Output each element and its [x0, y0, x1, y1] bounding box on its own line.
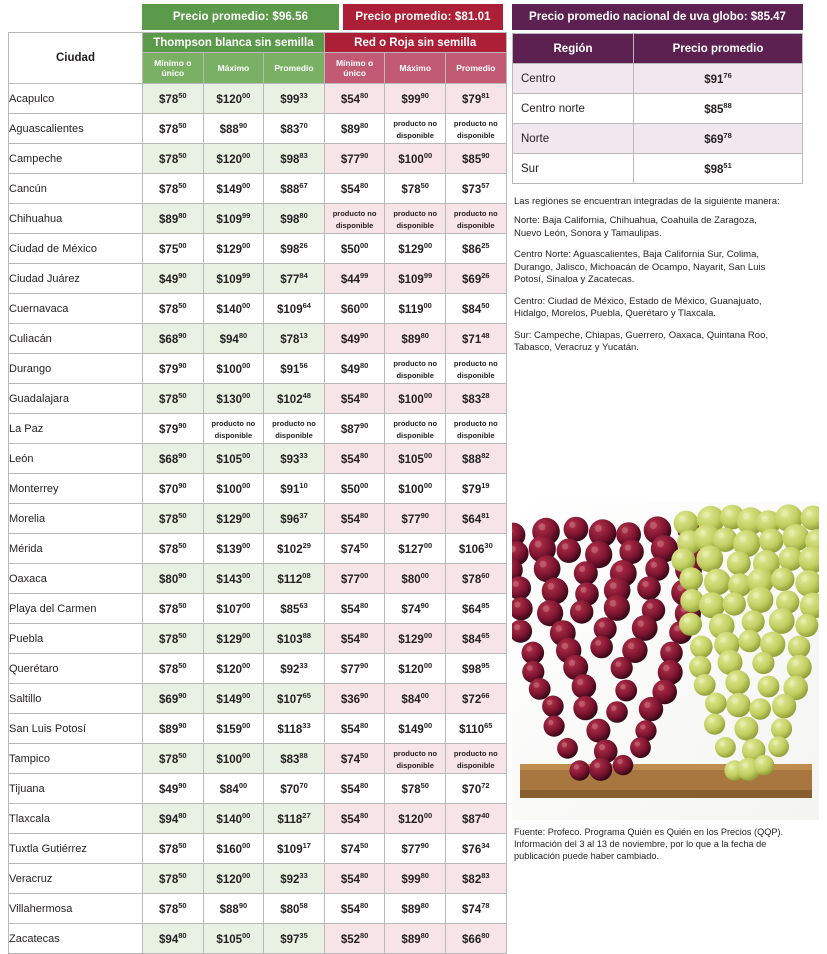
thompson-avg-cell: $\$83^{70}$	[264, 114, 325, 144]
subheader-thompson-avg: Promedio	[264, 53, 325, 84]
region-average-price: $\$85^{88}$	[634, 94, 803, 124]
city-name: Zacatecas	[9, 924, 143, 954]
red-avg-cell: $\$69^{26}$	[445, 264, 506, 294]
city-name: Tlaxcala	[9, 804, 143, 834]
thompson-min-cell: $\$78^{50}$	[143, 84, 204, 114]
thompson-avg-cell: $\$109^{17}$	[264, 834, 325, 864]
thompson-avg-cell: $\$98^{83}$	[264, 144, 325, 174]
thompson-avg-cell: $\$118^{33}$	[264, 714, 325, 744]
thompson-max-cell: $\$129^{00}$	[203, 234, 264, 264]
red-min-cell: $\$52^{80}$	[324, 924, 385, 954]
thompson-max-cell: $\$143^{00}$	[203, 564, 264, 594]
group-header-red: Red o Roja sin semilla	[324, 33, 506, 53]
table-row	[9, 294, 507, 324]
table-row	[9, 924, 507, 954]
thompson-max-cell: $\$84^{00}$	[203, 774, 264, 804]
region-row	[513, 124, 803, 154]
red-min-cell: $\$50^{00}$	[324, 474, 385, 504]
region-table-body	[513, 64, 803, 184]
thompson-min-cell: $\$49^{90}$	[143, 264, 204, 294]
red-avg-cell: $\$71^{48}$	[445, 324, 506, 354]
table-row	[9, 864, 507, 894]
city-name: Tijuana	[9, 774, 143, 804]
red-avg-cell: $\$78^{60}$	[445, 564, 506, 594]
city-name: Morelia	[9, 504, 143, 534]
red-max-cell: $\$120^{00}$	[385, 654, 446, 684]
region-name: Centro norte	[513, 94, 634, 124]
thompson-min-cell: $\$78^{50}$	[143, 744, 204, 774]
thompson-min-cell: $\$75^{00}$	[143, 234, 204, 264]
red-max-cell: producto no disponible	[385, 114, 446, 144]
city-name: Villahermosa	[9, 894, 143, 924]
red-min-cell: $\$54^{80}$	[324, 84, 385, 114]
thompson-max-cell: $\$100^{00}$	[203, 354, 264, 384]
red-avg-cell: $\$73^{57}$	[445, 174, 506, 204]
subheader-thompson-max: Máximo	[203, 53, 264, 84]
red-avg-cell: $\$76^{34}$	[445, 834, 506, 864]
red-max-cell: $\$119^{00}$	[385, 294, 446, 324]
table-head	[9, 33, 507, 84]
thompson-min-cell: $\$80^{90}$	[143, 564, 204, 594]
table-row	[9, 684, 507, 714]
thompson-max-cell: $\$94^{80}$	[203, 324, 264, 354]
thompson-min-cell: $\$78^{50}$	[143, 294, 204, 324]
region-panel	[512, 4, 819, 861]
thompson-min-cell: $\$78^{50}$	[143, 864, 204, 894]
red-max-cell: $\$129^{00}$	[385, 234, 446, 264]
city-name: Mérida	[9, 534, 143, 564]
red-max-cell: $\$89^{80}$	[385, 924, 446, 954]
thompson-min-cell: $\$78^{50}$	[143, 624, 204, 654]
table-row	[9, 894, 507, 924]
red-avg-cell: $\$82^{83}$	[445, 864, 506, 894]
red-avg-cell: $\$74^{78}$	[445, 894, 506, 924]
city-name: Aguascalientes	[9, 114, 143, 144]
thompson-avg-cell: $\$77^{84}$	[264, 264, 325, 294]
thompson-max-cell: $\$149^{00}$	[203, 684, 264, 714]
thompson-avg-cell: producto no disponible	[264, 414, 325, 444]
thompson-min-cell: $\$78^{50}$	[143, 534, 204, 564]
city-name: San Luis Potosí	[9, 714, 143, 744]
region-average-price: $\$98^{51}$	[634, 154, 803, 184]
red-min-cell: $\$54^{80}$	[324, 714, 385, 744]
table-row	[9, 384, 507, 414]
thompson-min-cell: $\$78^{50}$	[143, 144, 204, 174]
city-price-table	[8, 32, 507, 954]
thompson-avg-cell: $\$91^{56}$	[264, 354, 325, 384]
thompson-min-cell: $\$78^{50}$	[143, 174, 204, 204]
red-avg-cell: $\$79^{19}$	[445, 474, 506, 504]
region-row	[513, 64, 803, 94]
red-min-cell: $\$89^{80}$	[324, 114, 385, 144]
city-name: Cuernavaca	[9, 294, 143, 324]
city-name: Playa del Carmen	[9, 594, 143, 624]
thompson-avg-cell: $\$85^{63}$	[264, 594, 325, 624]
red-min-cell: $\$54^{80}$	[324, 594, 385, 624]
region-note-sur: Sur: Campeche, Chiapas, Guerrero, Oaxaca, Quintana Roo, Tabasco, Veracruz y Yucatán.	[514, 329, 768, 353]
thompson-min-cell: $\$79^{90}$	[143, 414, 204, 444]
red-min-cell: $\$49^{80}$	[324, 354, 385, 384]
city-name: Monterrey	[9, 474, 143, 504]
red-avg-cell: producto no disponible	[445, 414, 506, 444]
table-row	[9, 534, 507, 564]
table-row	[9, 234, 507, 264]
table-row	[9, 414, 507, 444]
region-row	[513, 154, 803, 184]
thompson-min-cell: $\$78^{50}$	[143, 894, 204, 924]
thompson-min-cell: $\$68^{90}$	[143, 324, 204, 354]
table-row	[9, 84, 507, 114]
thompson-max-cell: $\$100^{00}$	[203, 744, 264, 774]
thompson-min-cell: $\$69^{90}$	[143, 684, 204, 714]
red-max-cell: $\$100^{00}$	[385, 144, 446, 174]
city-name: Tampico	[9, 744, 143, 774]
table-row	[9, 114, 507, 144]
region-name: Sur	[513, 154, 634, 184]
thompson-min-cell: $\$68^{90}$	[143, 444, 204, 474]
red-min-cell: $\$44^{99}$	[324, 264, 385, 294]
red-avg-cell: $\$64^{85}$	[445, 594, 506, 624]
thompson-avg-cell: $\$109^{64}$	[264, 294, 325, 324]
thompson-avg-cell: $\$83^{88}$	[264, 744, 325, 774]
red-max-cell: $\$78^{50}$	[385, 174, 446, 204]
red-avg-cell: producto no disponible	[445, 354, 506, 384]
source-note: Fuente: Profeco. Programa Quién es Quién en los Precios (QQP). Información del 3 al 13 de noviembre, por lo que a la fecha de publicación puede haber cambiado.	[514, 827, 784, 861]
thompson-avg-cell: $\$78^{13}$	[264, 324, 325, 354]
city-name: Puebla	[9, 624, 143, 654]
region-column-header: Región	[513, 34, 634, 64]
subheader-thompson-min: Mínimo o único	[143, 53, 204, 84]
red-avg-cell: $\$85^{90}$	[445, 144, 506, 174]
thompson-avg-cell: $\$107^{65}$	[264, 684, 325, 714]
region-name: Centro	[513, 64, 634, 94]
thompson-min-cell: $\$78^{50}$	[143, 114, 204, 144]
red-avg-cell: $\$66^{80}$	[445, 924, 506, 954]
thompson-max-cell: $\$139^{00}$	[203, 534, 264, 564]
thompson-min-cell: $\$79^{90}$	[143, 354, 204, 384]
table-row	[9, 774, 507, 804]
table-row	[9, 354, 507, 384]
thompson-avg-cell: $\$99^{33}$	[264, 84, 325, 114]
red-max-cell: $\$89^{80}$	[385, 894, 446, 924]
city-name: Oaxaca	[9, 564, 143, 594]
red-min-cell: $\$74^{50}$	[324, 834, 385, 864]
thompson-min-cell: $\$94^{80}$	[143, 924, 204, 954]
thompson-max-cell: $\$140^{00}$	[203, 804, 264, 834]
red-avg-cell: $\$83^{28}$	[445, 384, 506, 414]
thompson-max-cell: $\$140^{00}$	[203, 294, 264, 324]
red-max-cell: $\$77^{90}$	[385, 504, 446, 534]
city-name: Ciudad Juárez	[9, 264, 143, 294]
red-min-cell: $\$54^{80}$	[324, 444, 385, 474]
city-name: Querétaro	[9, 654, 143, 684]
thompson-min-cell: $\$78^{50}$	[143, 504, 204, 534]
thompson-max-cell: $\$130^{00}$	[203, 384, 264, 414]
red-avg-cell: producto no disponible	[445, 744, 506, 774]
table-row	[9, 264, 507, 294]
region-price-column-header: Precio promedio	[634, 34, 803, 64]
region-average-price: $\$91^{76}$	[634, 64, 803, 94]
table-row	[9, 474, 507, 504]
city-name: Ciudad de México	[9, 234, 143, 264]
red-avg-cell: $\$88^{82}$	[445, 444, 506, 474]
thompson-avg-cell: $\$98^{26}$	[264, 234, 325, 264]
red-min-cell: $\$54^{80}$	[324, 624, 385, 654]
thompson-avg-cell: $\$92^{33}$	[264, 864, 325, 894]
red-max-cell: $\$74^{90}$	[385, 594, 446, 624]
red-max-cell: $\$127^{00}$	[385, 534, 446, 564]
subheader-red-min: Mínimo o único	[324, 53, 385, 84]
thompson-avg-cell: $\$97^{35}$	[264, 924, 325, 954]
red-min-cell: $\$54^{80}$	[324, 864, 385, 894]
thompson-min-cell: $\$89^{90}$	[143, 714, 204, 744]
red-min-cell: $\$54^{80}$	[324, 774, 385, 804]
red-min-cell: $\$54^{80}$	[324, 804, 385, 834]
city-name: La Paz	[9, 414, 143, 444]
red-min-cell: $\$36^{90}$	[324, 684, 385, 714]
thompson-max-cell: $\$129^{00}$	[203, 504, 264, 534]
red-avg-cell: $\$79^{81}$	[445, 84, 506, 114]
red-min-cell: $\$54^{80}$	[324, 384, 385, 414]
city-name: León	[9, 444, 143, 474]
red-min-cell: $\$49^{90}$	[324, 324, 385, 354]
table-row	[9, 594, 507, 624]
table-row	[9, 654, 507, 684]
red-max-cell: $\$77^{90}$	[385, 834, 446, 864]
red-avg-cell: $\$106^{30}$	[445, 534, 506, 564]
red-max-cell: $\$149^{00}$	[385, 714, 446, 744]
thompson-min-cell: $\$78^{50}$	[143, 834, 204, 864]
region-average-price: $\$69^{78}$	[634, 124, 803, 154]
table-row	[9, 324, 507, 354]
region-note-norte: Norte: Baja California, Chihuahua, Coahuila de Zaragoza, Nuevo León, Sonora y Tamaulipas.	[514, 215, 757, 239]
table-row	[9, 144, 507, 174]
red-max-cell: $\$100^{00}$	[385, 384, 446, 414]
red-avg-cell: $\$87^{40}$	[445, 804, 506, 834]
red-max-cell: $\$80^{00}$	[385, 564, 446, 594]
red-avg-cell: $\$64^{81}$	[445, 504, 506, 534]
table-row	[9, 714, 507, 744]
table-row	[9, 174, 507, 204]
red-min-cell: $\$77^{90}$	[324, 144, 385, 174]
thompson-avg-cell: $\$92^{33}$	[264, 654, 325, 684]
red-max-cell: producto no disponible	[385, 204, 446, 234]
red-max-cell: producto no disponible	[385, 354, 446, 384]
thompson-avg-cell: $\$70^{70}$	[264, 774, 325, 804]
region-name: Norte	[513, 124, 634, 154]
table-body	[9, 84, 507, 954]
price-table-panel	[8, 4, 506, 954]
thompson-min-cell: $\$78^{50}$	[143, 654, 204, 684]
city-name: Cancún	[9, 174, 143, 204]
table-row	[9, 744, 507, 774]
table-row	[9, 564, 507, 594]
region-note-centro-norte: Centro Norte: Aguascalientes, Baja California Sur, Colima, Durango, Jalisco, Michoacán de Ocampo, Nayarit, San Luis Potosí, Sinaloa y Zacatecas.	[514, 249, 766, 285]
thompson-average-banner: Precio promedio: $96.56	[142, 4, 339, 30]
red-min-cell: $\$74^{50}$	[324, 534, 385, 564]
red-min-cell: $\$87^{90}$	[324, 414, 385, 444]
thompson-max-cell: $\$159^{00}$	[203, 714, 264, 744]
column-header-city: Ciudad	[9, 33, 143, 84]
thompson-avg-cell: $\$93^{33}$	[264, 444, 325, 474]
red-max-cell: $\$129^{00}$	[385, 624, 446, 654]
region-row	[513, 94, 803, 124]
city-name: Veracruz	[9, 864, 143, 894]
thompson-avg-cell: $\$118^{27}$	[264, 804, 325, 834]
table-row	[9, 834, 507, 864]
thompson-min-cell: $\$70^{90}$	[143, 474, 204, 504]
red-avg-cell: $\$110^{65}$	[445, 714, 506, 744]
red-max-cell: $\$89^{80}$	[385, 324, 446, 354]
red-avg-cell: $\$84^{65}$	[445, 624, 506, 654]
city-name: Culiacán	[9, 324, 143, 354]
red-min-cell: $\$54^{80}$	[324, 894, 385, 924]
red-average-banner: Precio promedio: $81.01	[343, 4, 503, 30]
thompson-avg-cell: $\$91^{10}$	[264, 474, 325, 504]
thompson-max-cell: $\$160^{00}$	[203, 834, 264, 864]
red-max-cell: $\$78^{50}$	[385, 774, 446, 804]
red-max-cell: $\$120^{00}$	[385, 804, 446, 834]
thompson-max-cell: $\$120^{00}$	[203, 864, 264, 894]
table-row	[9, 204, 507, 234]
red-avg-cell: producto no disponible	[445, 204, 506, 234]
thompson-max-cell: $\$120^{00}$	[203, 84, 264, 114]
table-row	[9, 504, 507, 534]
red-avg-cell: $\$70^{72}$	[445, 774, 506, 804]
group-header-thompson: Thompson blanca sin semilla	[143, 33, 325, 53]
red-min-cell: $\$50^{00}$	[324, 234, 385, 264]
red-max-cell: producto no disponible	[385, 744, 446, 774]
red-max-cell: $\$99^{90}$	[385, 84, 446, 114]
city-name: Tuxtla Gutiérrez	[9, 834, 143, 864]
thompson-avg-cell: $\$88^{67}$	[264, 174, 325, 204]
red-avg-cell: $\$86^{25}$	[445, 234, 506, 264]
city-name: Acapulco	[9, 84, 143, 114]
national-average-banner: Precio promedio nacional de uva globo: $85.47	[512, 4, 803, 30]
thompson-avg-cell: $\$98^{80}$	[264, 204, 325, 234]
thompson-max-cell: $\$149^{00}$	[203, 174, 264, 204]
red-avg-cell: $\$98^{95}$	[445, 654, 506, 684]
thompson-avg-cell: $\$103^{88}$	[264, 624, 325, 654]
thompson-max-cell: $\$109^{99}$	[203, 204, 264, 234]
red-min-cell: $\$77^{90}$	[324, 654, 385, 684]
red-min-cell: $\$54^{80}$	[324, 174, 385, 204]
red-min-cell: $\$60^{00}$	[324, 294, 385, 324]
red-avg-cell: $\$84^{50}$	[445, 294, 506, 324]
red-max-cell: $\$109^{99}$	[385, 264, 446, 294]
thompson-max-cell: $\$105^{00}$	[203, 924, 264, 954]
thompson-avg-cell: $\$96^{37}$	[264, 504, 325, 534]
red-max-cell: $\$105^{00}$	[385, 444, 446, 474]
thompson-max-cell: $\$88^{90}$	[203, 894, 264, 924]
subheader-red-avg: Promedio	[445, 53, 506, 84]
thompson-max-cell: $\$120^{00}$	[203, 654, 264, 684]
thompson-max-cell: producto no disponible	[203, 414, 264, 444]
thompson-min-cell: $\$94^{80}$	[143, 804, 204, 834]
red-avg-cell: producto no disponible	[445, 114, 506, 144]
average-banner-row	[142, 4, 506, 30]
thompson-avg-cell: $\$112^{08}$	[264, 564, 325, 594]
thompson-max-cell: $\$100^{00}$	[203, 474, 264, 504]
table-row	[9, 804, 507, 834]
red-min-cell: $\$54^{80}$	[324, 504, 385, 534]
thompson-max-cell: $\$109^{99}$	[203, 264, 264, 294]
red-avg-cell: $\$72^{66}$	[445, 684, 506, 714]
city-name: Durango	[9, 354, 143, 384]
thompson-min-cell: $\$49^{90}$	[143, 774, 204, 804]
thompson-min-cell: $\$78^{50}$	[143, 594, 204, 624]
regions-note-intro: Las regiones se encuentran integradas de la siguiente manera:	[514, 196, 780, 207]
thompson-max-cell: $\$88^{90}$	[203, 114, 264, 144]
table-row	[9, 624, 507, 654]
region-note-centro: Centro: Ciudad de México, Estado de México, Guanajuato, Hidalgo, Morelos, Puebla, Querétaro y Tlaxcala.	[514, 295, 762, 319]
city-name: Saltillo	[9, 684, 143, 714]
thompson-max-cell: $\$107^{00}$	[203, 594, 264, 624]
thompson-max-cell: $\$120^{00}$	[203, 144, 264, 174]
region-table	[512, 33, 803, 184]
red-min-cell: producto no disponible	[324, 204, 385, 234]
red-min-cell: $\$74^{50}$	[324, 744, 385, 774]
red-max-cell: producto no disponible	[385, 414, 446, 444]
thompson-min-cell: $\$89^{80}$	[143, 204, 204, 234]
thompson-min-cell: $\$78^{50}$	[143, 384, 204, 414]
table-row	[9, 444, 507, 474]
thompson-max-cell: $\$105^{00}$	[203, 444, 264, 474]
city-name: Chihuahua	[9, 204, 143, 234]
grapes-photo	[512, 502, 819, 820]
thompson-max-cell: $\$129^{00}$	[203, 624, 264, 654]
thompson-avg-cell: $\$102^{48}$	[264, 384, 325, 414]
red-max-cell: $\$84^{00}$	[385, 684, 446, 714]
red-max-cell: $\$100^{00}$	[385, 474, 446, 504]
city-name: Campeche	[9, 144, 143, 174]
red-max-cell: $\$99^{80}$	[385, 864, 446, 894]
red-min-cell: $\$77^{00}$	[324, 564, 385, 594]
thompson-avg-cell: $\$80^{58}$	[264, 894, 325, 924]
thompson-avg-cell: $\$102^{29}$	[264, 534, 325, 564]
city-name: Guadalajara	[9, 384, 143, 414]
subheader-red-max: Máximo	[385, 53, 446, 84]
